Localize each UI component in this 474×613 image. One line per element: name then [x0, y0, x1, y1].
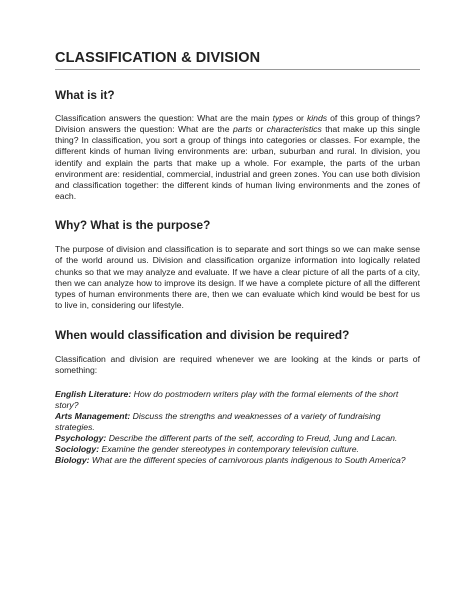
- example-field: Arts Management:: [55, 410, 131, 421]
- example-question: What are the different species of carnivorous plants indigenous to South America?: [89, 455, 406, 466]
- example-item: [55, 389, 420, 411]
- example-item: [55, 455, 420, 466]
- text-run: or: [252, 124, 267, 135]
- example-field: Biology:: [55, 455, 90, 466]
- example-question: Discuss the strengths and weaknesses of a variety of fundraising strategies.: [55, 410, 381, 432]
- example-field: English Literature:: [55, 388, 132, 399]
- example-item: [55, 444, 420, 455]
- example-field: Psychology:: [55, 433, 107, 444]
- example-question: How do postmodern writers play with the formal elements of the short story?: [55, 388, 399, 410]
- examples-list: [55, 389, 420, 467]
- emphasis-parts: parts: [232, 124, 253, 135]
- emphasis-characteristics: characteristics: [266, 124, 322, 135]
- example-item: [55, 433, 420, 444]
- page-title: CLASSIFICATION & DIVISION: [55, 50, 420, 70]
- section-heading-what: What is it?: [55, 88, 115, 102]
- section-paragraph-when: Classification and division are required whenever we are looking at the kinds or parts of something:: [55, 354, 420, 376]
- example-item: [55, 411, 420, 433]
- section-paragraph-what: [55, 113, 420, 202]
- text-run: Classification answers the question: What are the main: [55, 113, 273, 123]
- emphasis-kinds: kinds: [306, 113, 328, 123]
- text-run: of this group of things? Division answers the question: What are the: [55, 113, 420, 135]
- emphasis-types: types: [272, 113, 294, 123]
- example-field: Sociology:: [55, 444, 100, 455]
- example-question: Describe the different parts of the self, according to Freud, Jung and Lacan.: [106, 433, 398, 444]
- section-heading-when: When would classification and division be required?: [55, 328, 350, 343]
- text-run: that make up this single thing? In classification, you sort a group of things into categories or classes. For example, the different kinds of human living environments are: urban, suburban and rural. In division, you identify and explain the parts that make up a whole. For example, the parts of the urban environment are: residential, commercial, industrial and green zones. You can use both division and classification together: the different kinds of human living environments and the zones of each.: [55, 124, 420, 202]
- example-question: Examine the gender stereotypes in contemporary television culture.: [99, 444, 359, 455]
- text-run: or: [293, 113, 307, 123]
- section-heading-why: Why? What is the purpose?: [55, 218, 211, 233]
- section-paragraph-why: The purpose of division and classification is to separate and sort things so we can make sense of the world around us. Division and classification organize information into logically related chunks so that we may analyze and evaluate. If we have a clear picture of all the parts of a city, then we can analyze how to improve its design. If we have a complete picture of all the different types of human environments there are, then we can evaluate which kind would be best for us to live in, considering our lifestyle.: [55, 244, 420, 311]
